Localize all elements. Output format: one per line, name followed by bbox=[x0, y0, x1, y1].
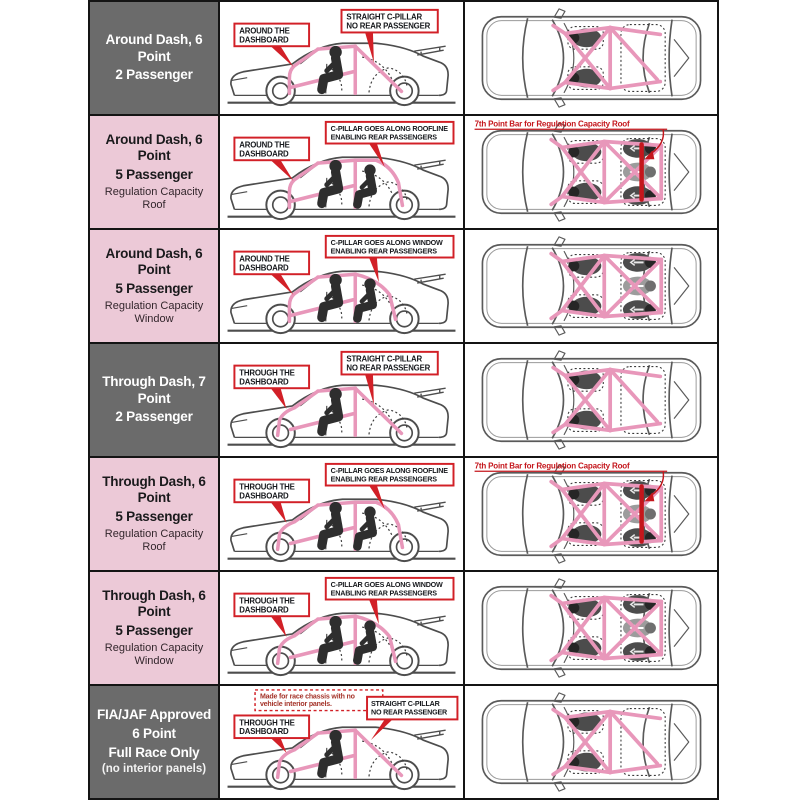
rear-passenger-figure bbox=[357, 620, 375, 660]
leader-line bbox=[271, 160, 294, 181]
config-title-line: 5 Passenger bbox=[115, 167, 193, 183]
car-top-outline bbox=[482, 237, 700, 335]
leader-line bbox=[271, 388, 287, 409]
leader-line bbox=[271, 274, 294, 295]
top-view-svg bbox=[465, 572, 717, 684]
side-view-svg bbox=[220, 686, 463, 798]
c-pillar-annotation bbox=[326, 122, 454, 144]
config-title-line: 2 Passenger bbox=[115, 67, 193, 83]
svg-text:DASHBOARD: DASHBOARD bbox=[239, 377, 289, 387]
driver-figure bbox=[322, 388, 342, 432]
svg-text:THROUGH THE: THROUGH THE bbox=[239, 482, 295, 492]
svg-text:THROUGH THE: THROUGH THE bbox=[239, 596, 295, 606]
config-title-line: Around Dash, 6 Point bbox=[105, 245, 203, 278]
c-pillar-annotation bbox=[326, 578, 454, 600]
side-view-svg bbox=[220, 230, 463, 342]
config-label-cell bbox=[90, 686, 218, 798]
top-view-cell bbox=[465, 458, 717, 570]
leader-line bbox=[369, 486, 385, 510]
svg-text:7th Point Bar for Regulation C: 7th Point Bar for Regulation Capacity Roof bbox=[474, 461, 630, 471]
config-label-cell bbox=[90, 572, 218, 684]
rear-passenger-figure bbox=[357, 278, 375, 318]
side-view-svg bbox=[220, 572, 463, 684]
driver-figure bbox=[322, 160, 342, 204]
side-view-svg bbox=[220, 344, 463, 456]
table-row bbox=[90, 458, 717, 570]
table-row bbox=[90, 344, 717, 456]
config-subtitle: Regulation Capacity Roof bbox=[104, 528, 204, 554]
table-row bbox=[90, 230, 717, 342]
config-subtitle: (no interior panels) bbox=[101, 763, 207, 776]
table-row bbox=[90, 572, 717, 684]
table-row bbox=[90, 686, 717, 798]
config-label-cell bbox=[90, 2, 218, 114]
side-view-cell bbox=[220, 116, 463, 228]
svg-text:7th Point Bar for Regulation C: 7th Point Bar for Regulation Capacity Roof bbox=[474, 119, 630, 129]
svg-text:ENABLING REAR PASSENGERS: ENABLING REAR PASSENGERS bbox=[330, 589, 437, 598]
dashboard-annotation bbox=[234, 715, 309, 738]
config-label-cell bbox=[90, 458, 218, 570]
c-pillar-annotation bbox=[342, 352, 438, 375]
svg-text:Made for race chassis with no: Made for race chassis with no bbox=[259, 693, 355, 701]
svg-text:DASHBOARD: DASHBOARD bbox=[239, 491, 289, 501]
side-view-cell bbox=[220, 230, 463, 342]
svg-text:ENABLING REAR PASSENGERS: ENABLING REAR PASSENGERS bbox=[330, 133, 437, 142]
config-title-line: Around Dash, 6 Point bbox=[105, 131, 203, 164]
top-view-cell bbox=[465, 572, 717, 684]
dashboard-annotation bbox=[234, 594, 309, 617]
config-title-line: 6 Point bbox=[132, 725, 176, 741]
top-view-cell bbox=[465, 230, 717, 342]
car-top-outline bbox=[482, 9, 700, 107]
leader-line bbox=[271, 502, 287, 523]
svg-text:DASHBOARD: DASHBOARD bbox=[239, 263, 289, 273]
svg-text:AROUND THE: AROUND THE bbox=[239, 140, 290, 150]
svg-text:AROUND THE: AROUND THE bbox=[239, 26, 290, 36]
svg-text:C-PILLAR GOES ALONG WINDOW: C-PILLAR GOES ALONG WINDOW bbox=[330, 239, 443, 248]
rollcage-configuration-table bbox=[88, 0, 719, 800]
c-pillar-annotation bbox=[367, 697, 457, 720]
top-view-cell bbox=[465, 116, 717, 228]
svg-text:DASHBOARD: DASHBOARD bbox=[239, 727, 289, 737]
top-view-svg bbox=[465, 2, 717, 114]
svg-text:STRAIGHT C-PILLAR: STRAIGHT C-PILLAR bbox=[370, 700, 440, 709]
config-title-line: Full Race Only bbox=[108, 744, 200, 760]
car-top-outline bbox=[482, 465, 700, 563]
c-pillar-annotation bbox=[342, 10, 438, 33]
leader-line bbox=[271, 46, 294, 67]
driver-figure bbox=[322, 502, 342, 546]
svg-text:DASHBOARD: DASHBOARD bbox=[239, 605, 289, 615]
table-row bbox=[90, 116, 717, 228]
side-view-svg bbox=[220, 458, 463, 570]
dashboard-annotation bbox=[234, 252, 309, 275]
roll-cage-rear-straight bbox=[355, 730, 401, 775]
svg-text:AROUND THE: AROUND THE bbox=[239, 254, 290, 264]
svg-text:vehicle interior panels.: vehicle interior panels. bbox=[259, 701, 332, 709]
leader-line bbox=[271, 616, 287, 637]
top-view-svg bbox=[465, 230, 717, 342]
config-title-line: 5 Passenger bbox=[115, 509, 193, 525]
config-title-line: 5 Passenger bbox=[115, 623, 193, 639]
top-view-svg bbox=[465, 344, 717, 456]
side-view-cell bbox=[220, 458, 463, 570]
svg-text:NO REAR PASSENGER: NO REAR PASSENGER bbox=[370, 708, 448, 717]
config-title-line: Through Dash, 7 Point bbox=[102, 373, 206, 406]
config-subtitle: Regulation Capacity Window bbox=[104, 642, 204, 668]
driver-figure bbox=[322, 274, 342, 318]
svg-text:THROUGH THE: THROUGH THE bbox=[239, 368, 295, 378]
svg-text:THROUGH THE: THROUGH THE bbox=[239, 718, 295, 728]
config-title-line: 5 Passenger bbox=[115, 281, 193, 297]
leader-line bbox=[369, 144, 385, 168]
driver-figure bbox=[322, 46, 342, 90]
config-title-line: 2 Passenger bbox=[115, 409, 193, 425]
car-top-outline bbox=[482, 123, 700, 221]
side-view-cell bbox=[220, 572, 463, 684]
c-pillar-annotation bbox=[326, 464, 454, 486]
config-subtitle: Regulation Capacity Roof bbox=[104, 186, 204, 212]
svg-text:DASHBOARD: DASHBOARD bbox=[239, 35, 289, 45]
side-view-cell bbox=[220, 344, 463, 456]
race-chassis-note bbox=[255, 690, 383, 711]
driver-figure bbox=[322, 730, 342, 774]
config-title-line: FIA/JAF Approved bbox=[96, 706, 212, 722]
dashboard-annotation bbox=[234, 366, 309, 389]
svg-text:ENABLING REAR PASSENGERS: ENABLING REAR PASSENGERS bbox=[330, 247, 437, 256]
car-top-outline bbox=[482, 693, 700, 791]
svg-text:C-PILLAR GOES ALONG ROOFLINE: C-PILLAR GOES ALONG ROOFLINE bbox=[330, 467, 448, 476]
table-row bbox=[90, 2, 717, 114]
svg-text:DASHBOARD: DASHBOARD bbox=[239, 149, 289, 159]
svg-text:ENABLING REAR PASSENGERS: ENABLING REAR PASSENGERS bbox=[330, 475, 437, 484]
config-label-cell bbox=[90, 230, 218, 342]
svg-text:STRAIGHT C-PILLAR: STRAIGHT C-PILLAR bbox=[346, 12, 422, 22]
config-title-line: Around Dash, 6 Point bbox=[105, 31, 203, 64]
svg-text:C-PILLAR GOES ALONG WINDOW: C-PILLAR GOES ALONG WINDOW bbox=[330, 581, 443, 590]
top-view-cell bbox=[465, 686, 717, 798]
rear-passenger-figure bbox=[357, 164, 375, 204]
top-view-cell bbox=[465, 344, 717, 456]
driver-figure bbox=[322, 616, 342, 660]
dashboard-annotation bbox=[234, 24, 309, 47]
config-title-line: Through Dash, 6 Point bbox=[102, 587, 206, 620]
car-top-outline bbox=[482, 351, 700, 449]
side-view-cell bbox=[220, 2, 463, 114]
roll-cage-rear-straight bbox=[355, 46, 401, 91]
rear-passenger-figure bbox=[357, 506, 375, 546]
car-top-outline bbox=[482, 579, 700, 677]
dashboard-annotation bbox=[234, 138, 309, 161]
config-title-line: Through Dash, 6 Point bbox=[102, 473, 206, 506]
side-view-svg bbox=[220, 2, 463, 114]
top-view-cell bbox=[465, 2, 717, 114]
config-subtitle: Regulation Capacity Window bbox=[104, 300, 204, 326]
top-view-svg bbox=[465, 686, 717, 798]
svg-text:NO REAR PASSENGER: NO REAR PASSENGER bbox=[346, 363, 431, 373]
c-pillar-annotation bbox=[326, 236, 454, 258]
side-view-cell bbox=[220, 686, 463, 798]
dashboard-annotation bbox=[234, 480, 309, 503]
config-label-cell bbox=[90, 116, 218, 228]
roll-cage-rear-straight bbox=[355, 388, 401, 433]
config-label-cell bbox=[90, 344, 218, 456]
svg-text:STRAIGHT C-PILLAR: STRAIGHT C-PILLAR bbox=[346, 354, 422, 364]
top-view-svg bbox=[465, 458, 717, 570]
side-view-svg bbox=[220, 116, 463, 228]
svg-text:C-PILLAR GOES ALONG ROOFLINE: C-PILLAR GOES ALONG ROOFLINE bbox=[330, 125, 448, 134]
svg-text:NO REAR PASSENGER: NO REAR PASSENGER bbox=[346, 21, 431, 31]
top-view-svg bbox=[465, 116, 717, 228]
